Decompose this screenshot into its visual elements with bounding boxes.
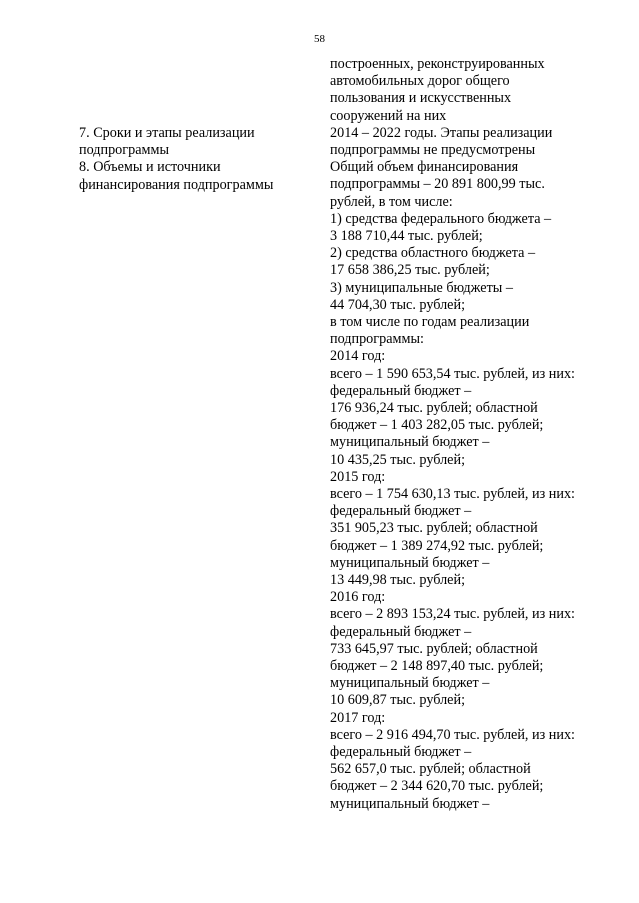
right-line: муниципальный бюджет – — [330, 434, 490, 451]
right-line: 3 188 710,44 тыс. рублей; — [330, 228, 483, 244]
right-line: 13 449,98 тыс. рублей; — [330, 572, 466, 588]
right-line: бюджет – 2 344 620,70 тыс. рублей; — [330, 778, 544, 795]
right-line: 351 905,23 тыс. рублей; областной — [330, 520, 538, 537]
right-line: автомобильных дорог общего — [330, 73, 510, 90]
right-line: подпрограммы: — [330, 331, 424, 348]
left-line: 7. Сроки и этапы реализации — [79, 125, 255, 141]
left-line: финансирования подпрограммы — [79, 176, 274, 193]
right-line: муниципальный бюджет – — [330, 675, 490, 692]
left-line: 8. Объемы и источники — [79, 159, 221, 176]
right-line: 2016 год: — [330, 589, 386, 606]
right-line: 10 435,25 тыс. рублей; — [330, 451, 466, 468]
right-line: 2014 – 2022 годы. Этапы реализации — [330, 124, 553, 141]
right-line: 2014 год: — [330, 348, 386, 365]
right-line: муниципальный бюджет – — [330, 554, 490, 571]
right-line: в том числе по годам реализации — [330, 314, 530, 330]
right-line: федеральный бюджет – — [330, 744, 472, 760]
right-line: всего – 1 590 653,54 тыс. рублей, из них: — [330, 365, 575, 382]
right-line: бюджет – 1 389 274,92 тыс. рублей; — [330, 537, 544, 554]
right-line: бюджет – 2 148 897,40 тыс. рублей; — [330, 658, 544, 674]
right-line: 44 704,30 тыс. рублей; — [330, 296, 466, 313]
right-line: 176 936,24 тыс. рублей; областной — [330, 400, 538, 416]
right-line: 2017 год: — [330, 709, 386, 726]
right-line: муниципальный бюджет – — [330, 795, 490, 812]
right-line: рублей, в том числе: — [330, 193, 453, 210]
right-line: федеральный бюджет – — [330, 623, 472, 640]
right-line: федеральный бюджет – — [330, 503, 472, 520]
right-line: Общий объем финансирования — [330, 159, 519, 176]
right-line: 3) муниципальные бюджеты – — [330, 279, 513, 296]
right-line: 733 645,97 тыс. рублей; областной — [330, 640, 538, 657]
right-line: подпрограммы – 20 891 800,99 тыс. — [330, 176, 545, 193]
right-line: 562 657,0 тыс. рублей; областной — [330, 761, 531, 778]
page-number: 58 — [314, 33, 325, 45]
right-line: построенных, реконструированных — [330, 56, 545, 72]
left-line: подпрограммы — [79, 142, 169, 159]
right-line: всего – 2 916 494,70 тыс. рублей, из них: — [330, 726, 575, 743]
right-line: сооружений на них — [330, 107, 447, 124]
right-line: всего – 2 893 153,24 тыс. рублей, из них: — [330, 606, 575, 623]
right-line: федеральный бюджет – — [330, 382, 472, 399]
right-line: 10 609,87 тыс. рублей; — [330, 692, 466, 709]
right-line: пользования и искусственных — [330, 90, 512, 107]
right-line: 1) средства федерального бюджета – — [330, 210, 552, 227]
right-line: 2) средства областного бюджета – — [330, 245, 536, 262]
right-line: 17 658 386,25 тыс. рублей; — [330, 262, 490, 279]
right-line: всего – 1 754 630,13 тыс. рублей, из них: — [330, 486, 575, 502]
right-line: бюджет – 1 403 282,05 тыс. рублей; — [330, 417, 544, 434]
right-line: подпрограммы не предусмотрены — [330, 142, 536, 158]
right-line: 2015 год: — [330, 468, 386, 485]
